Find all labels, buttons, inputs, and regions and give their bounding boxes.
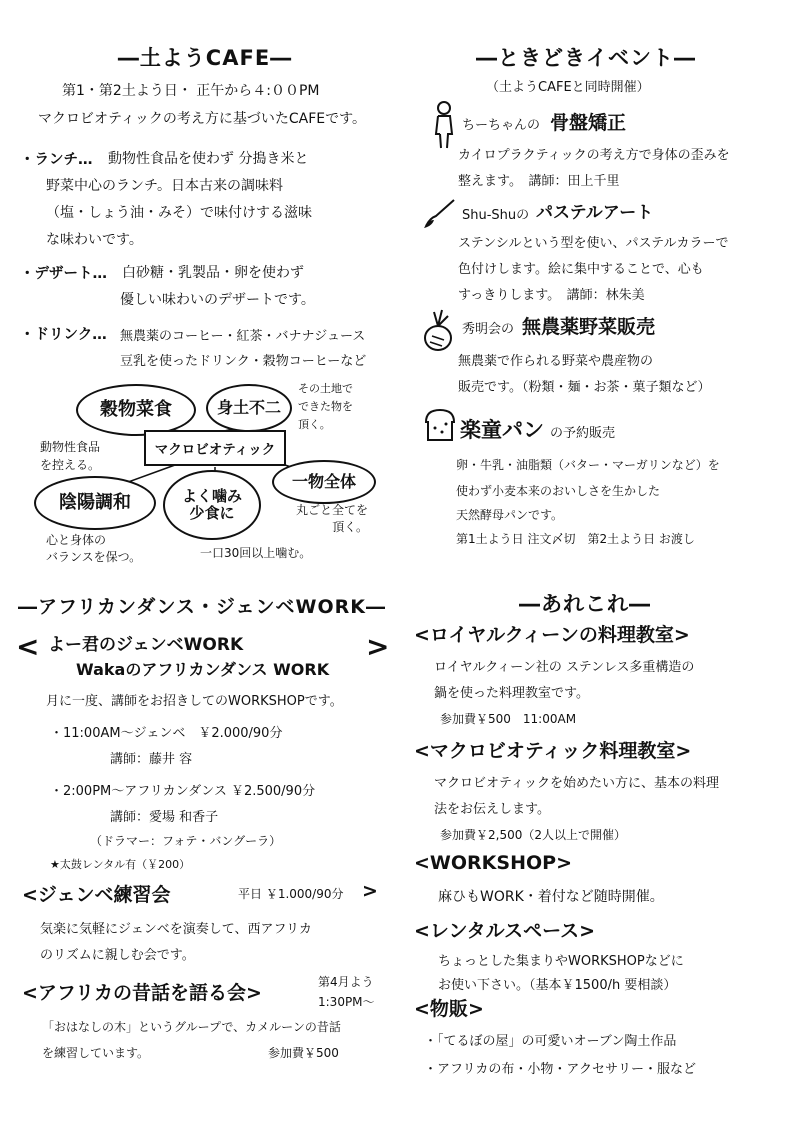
macrobiotic-center-box: マクロビオティック [144,430,286,466]
veg-line-2: 販売です。（粉類・麺・お茶・菓子類など） [458,380,711,395]
person-icon [430,100,458,150]
bracket-right: > [673,624,690,646]
lunch-line-3: （塩・しょう油・みそ）で味付けする滋味 [46,205,312,221]
whole-bubble: 一物全体 [272,460,376,504]
goods-title: 物販 [429,998,468,1020]
bracket-right: > [362,880,378,902]
whole-note [296,502,368,536]
soil-note-line: できた物を [298,400,353,413]
macro-title: マクロビオティック料理教室 [429,740,676,762]
royal-title: ロイヤルクィーンの料理教室 [429,624,674,646]
practice-time: 平日 ￥1.000/90分 [238,887,344,901]
african-item-2-teacher: 講師：愛場 和香子 [110,810,219,825]
bracket-right: > [467,998,484,1020]
african-item-1-teacher: 講師：藤井 容 [110,752,193,767]
royal-line-1: ロイヤルクィーン社の ステンレス多重構造の [434,660,695,675]
yinyang-note [46,532,141,566]
brush-icon [420,196,460,232]
story-time [318,972,375,1012]
lunch-line-1: 動物性食品を使わず 分搗き米と [108,151,309,167]
animal-note-line: 動物性食品 [40,440,101,454]
rental-header [414,916,595,943]
rental-line-2: お使い下さい。（基本￥1500/h 要相談） [438,978,677,993]
chew-note: 一口30回以上噛む。 [200,546,312,560]
cafe-schedule: 第1・第2土よう日・ 正午から４:００PM [62,83,320,99]
events-subtitle: （土ようCAFEと同時開催） [486,80,650,95]
animal-note [40,438,100,474]
royal-header [414,620,690,647]
soil-note [298,380,353,434]
african-title: ―アフリカンダンス・ジェンベWORK― [18,596,386,618]
bread-line-1: 卵・牛乳・油脂類（バター・マーガリンなど）を [456,458,720,472]
african-item-2: ・2:00PM～アフリカンダンス ￥2.500/90分 [50,784,316,799]
practice-header [22,880,171,907]
bread-title: 楽童パン [460,418,544,442]
macro-line-1: マクロビオティックを始めたい方に、基本の料理 [434,776,719,791]
royal-line-2: 鍋を使った料理教室です。 [434,686,589,701]
misc-title: ―あれこれ― [519,592,651,616]
bread-icon [422,406,458,444]
bread-label: の予約販売 [550,426,616,441]
rental-line-1: ちょっとした集まりやWORKSHOPなどに [438,954,684,969]
whole-note-line: 丸ごと全てを [296,503,369,517]
bone-line-1: カイロプラクティックの考え方で身体の歪みを [458,148,730,163]
drum-rental: ★太鼓レンタル有（￥200） [50,858,191,871]
pastel-line-1: ステンシルという型を使い、パステルカラーで [458,236,729,251]
bracket-right: > [366,630,390,663]
bone-label: ちーちゃんの [462,118,541,133]
bracket-left: < [414,998,430,1020]
story-time-line: 1:30PM～ [318,995,375,1009]
bread-line-3: 天然酵母パンです。 [456,508,564,522]
grains-bubble: 穀物菜食 [76,384,196,436]
cafe-title: ―土ようCAFE― [117,46,293,70]
lunch-line-4: な味わいです。 [46,232,143,248]
practice-title: ジェンベ練習会 [37,884,171,906]
lunch-label: ・ランチ… [20,152,93,168]
story-line-2: を練習しています。 [42,1046,150,1060]
bracket-left: < [414,920,430,942]
dessert-label: ・デザート… [20,266,107,282]
story-header [22,978,262,1005]
yinyang-note-line: バランスを保つ。 [46,550,142,564]
events-title: ―ときどきイベント― [476,46,696,70]
bracket-left: < [414,624,430,646]
drink-line-2: 豆乳を使ったドリンク・穀物コーヒーなど [120,354,367,369]
story-title: アフリカの昔話を語る会 [37,982,246,1004]
african-item-2-drummer: （ドラマー：フォテ・バングーラ） [90,834,282,848]
drink-line-1: 無農薬のコーヒー・紅茶・バナナジュース [120,329,366,344]
bracket-left: < [22,982,38,1004]
bracket-right: > [245,982,262,1004]
royal-line-3: 参加費￥500 11:00AM [440,712,577,726]
bone-title: 骨盤矯正 [550,112,627,134]
story-time-line: 第4月よう [318,975,374,989]
macro-header [414,736,691,763]
pastel-line-3: すっきりします。 講師：林朱美 [458,288,645,303]
bracket-left: < [414,740,430,762]
dessert-line-2: 優しい味わいのデザートです。 [120,292,315,308]
african-header-2: Wakaのアフリカンダンス WORK [76,660,330,679]
bracket-right: > [556,852,572,874]
african-header-1: よー君のジェンベWORK [48,635,244,655]
veg-title: 無農薬野菜販売 [522,316,656,338]
workshop-header [414,852,572,874]
pastel-title: パステルアート [536,203,654,223]
veg-line-1: 無農薬で作られる野菜や農産物の [458,354,654,369]
rental-title: レンタルスペース [429,920,580,942]
workshop-line: 麻ひもWORK・着付など随時開催。 [438,889,664,905]
yinyang-bubble: 陰陽調和 [34,476,156,530]
bracket-left: < [22,884,38,906]
bread-line-4: 第1土よう日 注文〆切 第2土よう日 お渡し [456,532,695,546]
goods-header [414,994,484,1021]
story-fee: 参加費￥500 [268,1046,339,1060]
animal-note-line: を控える。 [40,458,101,472]
african-intro: 月に一度、講師をお招きしてのWORKSHOPです。 [46,694,343,709]
yinyang-note-line: 心と身体の [46,533,107,547]
chew-line: 少食に [189,504,235,522]
practice-line-2: のリズムに親しむ会です。 [40,948,195,963]
dessert-line-1: 白砂糖・乳製品・卵を使わず [122,265,304,281]
soil-note-line: 頂く。 [298,418,331,431]
drink-label: ・ドリンク… [20,327,107,343]
bracket-right: > [675,740,692,762]
goods-line-2: ・アフリカの布・小物・アクセサリー・服など [424,1062,696,1077]
cafe-intro: マクロビオティックの考え方に基づいたCAFEです。 [38,111,367,127]
macro-line-2: 法をお伝えします。 [434,802,550,817]
bone-line-2: 整えます。 講師：田上千里 [458,174,620,189]
story-line-1: 「おはなしの木」というグループで、カメルーンの昔話 [42,1020,341,1034]
pastel-label: Shu-Shuの [462,208,530,223]
macro-line-3: 参加費￥2,500（2人以上で開催） [440,828,626,842]
workshop-title: WORKSHOP [429,852,557,874]
bracket-left: < [414,852,430,874]
bracket-left: < [16,630,40,663]
bracket-right: > [579,920,596,942]
pastel-line-2: 色付けします。絵に集中することで、心も [458,262,704,277]
veg-label: 秀明会の [462,322,515,337]
practice-line-1: 気楽に気軽にジェンベを演奏して、西アフリカ [40,922,312,937]
bread-line-2: 使わず小麦本来のおいしさを生かした [456,484,661,498]
whole-note-line: 頂く。 [332,520,369,534]
chew-line: よく噛み [181,486,242,505]
african-item-1: ・11:00AM～ジェンベ ￥2.000/90分 [50,726,283,741]
lunch-line-2: 野菜中心のランチ。日本古来の調味料 [46,178,284,194]
goods-line-1: ・「てるぼの屋」の可愛いオーブン陶土作品 [424,1034,677,1049]
soil-bubble: 身土不二 [206,384,292,432]
vegetables-icon [420,306,460,352]
chew-bubble [163,470,261,540]
soil-note-line: その土地で [298,382,353,395]
